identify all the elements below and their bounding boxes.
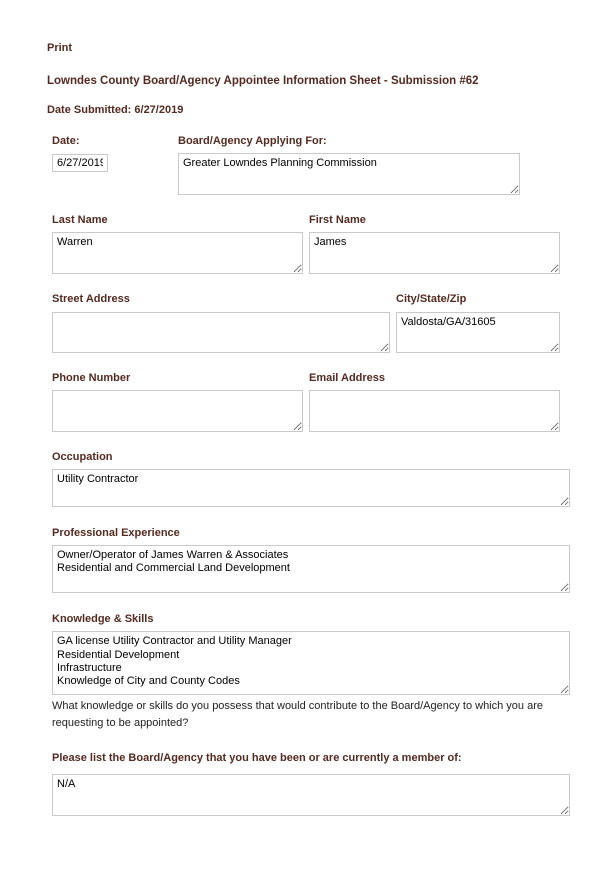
date-submitted-text: Date Submitted: 6/27/2019	[47, 104, 184, 116]
date-label: Date:	[52, 135, 80, 147]
occupation-textarea[interactable]	[52, 469, 570, 507]
board-agency-field-group	[178, 135, 520, 195]
phone-number-textarea[interactable]	[52, 390, 303, 432]
phone-number-label: Phone Number	[52, 371, 131, 384]
city-state-zip-label: City/State/Zip	[396, 293, 467, 306]
street-address-label: Street Address	[52, 293, 130, 306]
date-field-group	[52, 135, 178, 195]
row-date-board	[52, 135, 570, 195]
knowledge-skills-field-group	[52, 613, 570, 732]
first-name-textarea[interactable]	[309, 232, 560, 274]
last-name-textarea[interactable]	[52, 232, 303, 274]
knowledge-skills-label: Knowledge & Skills	[52, 613, 154, 626]
knowledge-skills-helper-text: What knowledge or skills do you possess that would contribute to the Board/Agency to which you are requesting to be appointed?	[52, 700, 543, 730]
street-address-field-group	[52, 293, 390, 352]
email-address-field-group	[309, 372, 560, 432]
date-input[interactable]	[52, 154, 108, 172]
row-contact	[52, 372, 570, 432]
professional-experience-label: Professional Experience	[52, 526, 180, 539]
phone-number-field-group	[52, 372, 303, 432]
email-address-label: Email Address	[309, 371, 386, 384]
page-title: Lowndes County Board/Agency Appointee Information Sheet - Submission #62	[47, 75, 479, 87]
board-agency-textarea[interactable]	[178, 153, 520, 195]
occupation-field-group	[52, 451, 570, 507]
row-name	[52, 214, 570, 274]
last-name-label: Last Name	[52, 214, 108, 227]
knowledge-skills-textarea[interactable]	[52, 631, 570, 695]
first-name-label: First Name	[309, 214, 366, 227]
appointee-form	[47, 135, 570, 816]
print-button[interactable]: Print	[47, 42, 73, 54]
professional-experience-field-group	[52, 527, 570, 593]
street-address-textarea[interactable]	[52, 312, 390, 353]
first-name-field-group	[309, 214, 560, 274]
occupation-label: Occupation	[52, 450, 113, 463]
member-of-label: Please list the Board/Agency that you have been or are currently a member of:	[52, 752, 462, 765]
professional-experience-textarea[interactable]	[52, 545, 570, 593]
board-agency-label: Board/Agency Applying For:	[178, 135, 327, 147]
member-of-textarea[interactable]	[52, 774, 570, 816]
row-address	[52, 293, 570, 352]
city-state-zip-field-group	[396, 293, 560, 352]
city-state-zip-textarea[interactable]	[396, 312, 560, 353]
member-of-field-group	[52, 752, 570, 815]
last-name-field-group	[52, 214, 303, 274]
email-address-textarea[interactable]	[309, 390, 560, 432]
